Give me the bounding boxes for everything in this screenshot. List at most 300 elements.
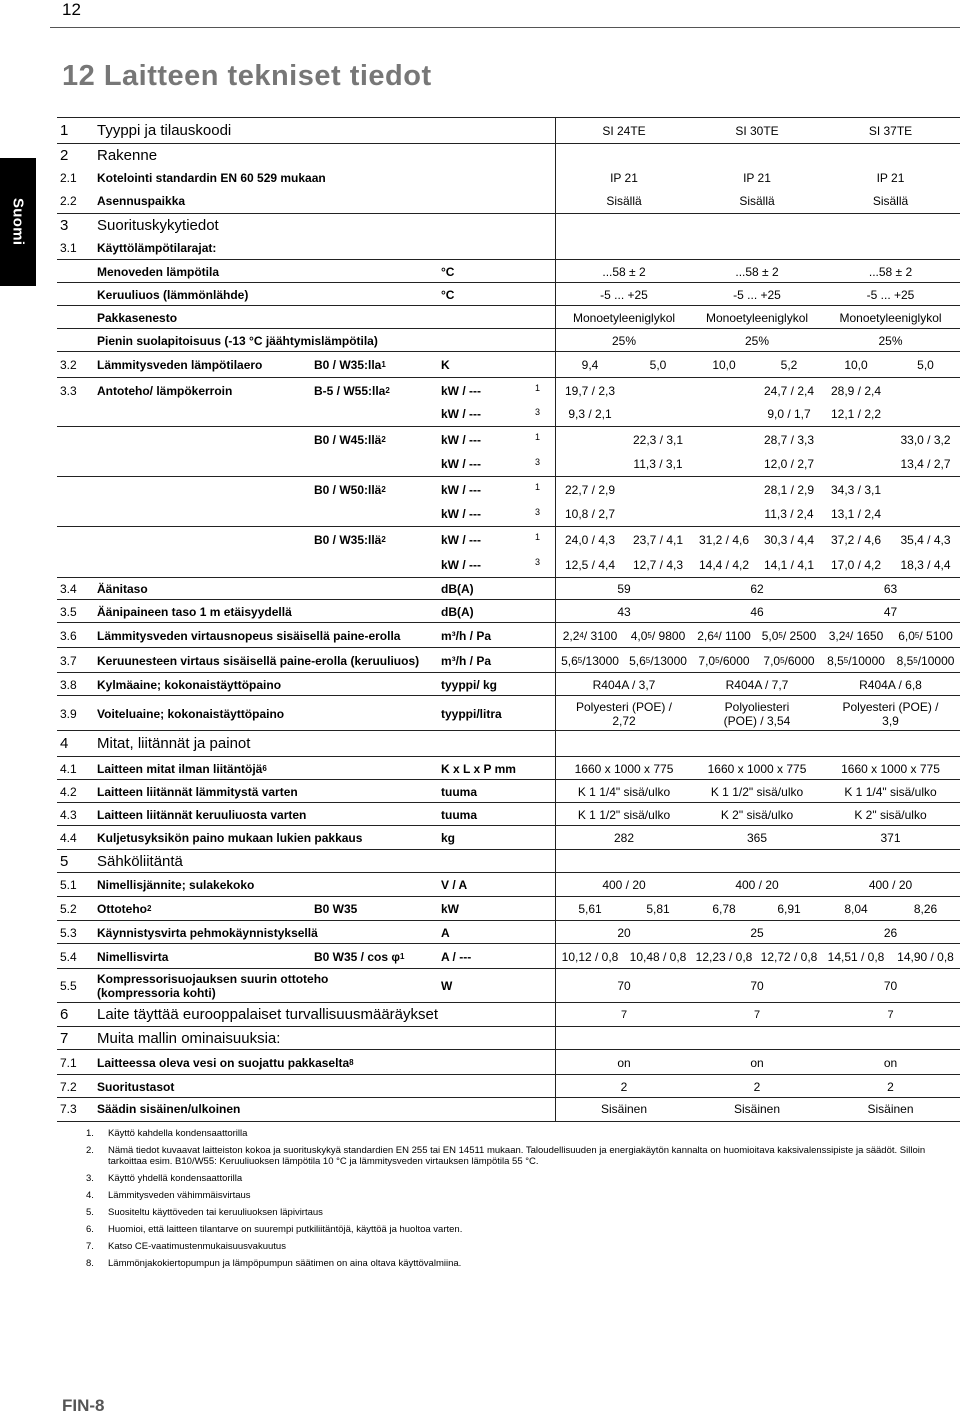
unit-text: dB(A) [441,582,474,596]
footnote-text: Suositeltu käyttöveden tai keruuliuoksen läpivirtaus [108,1207,323,1218]
unit [441,352,450,378]
footnote [86,1224,946,1235]
value-text: K 2" sisä/ulko [854,807,927,822]
value-text: on [617,1055,631,1070]
row-label-text: Sähköliitäntä [97,852,183,870]
value-text: 12,0 / 2,7 [763,457,815,471]
row-number [60,144,68,167]
footnote-text: Käyttö yhdellä kondensaattorilla [108,1173,243,1184]
unit-text: kW / --- [441,457,481,471]
value-text: 70 [750,979,764,993]
spec-row [57,402,960,426]
unit [441,673,497,696]
value-text: -5 ... +25 [600,287,648,302]
value-cell [693,803,821,826]
spec-row [57,968,960,1003]
row-number [60,236,77,259]
operation-mark [535,552,540,580]
value-cell [693,969,821,1003]
row-label [97,1075,174,1098]
row-number-text: 5.1 [60,878,77,892]
unit-text: A [441,925,450,940]
section-row [57,143,960,167]
value-cell [555,502,625,526]
row-number-text: 3.9 [60,706,77,721]
value-cell [757,427,821,453]
row-number [60,803,77,826]
row-number [60,600,77,623]
row-label: Ottoteho 2 [97,902,152,916]
row-label [97,921,318,944]
header-rule [50,27,960,28]
row-number-text: 5.4 [60,949,77,964]
value-cell [693,673,821,696]
page-title: 12 Laitteen tekniset tiedot [62,60,432,92]
value-cell [693,757,821,780]
row-number [60,944,77,969]
value-cell [555,427,625,453]
footnote-number: 4. [86,1190,94,1201]
operation-mark-text: 3 [535,407,541,417]
spec-row [57,305,960,329]
value-text: 22,3 / 3,1 [632,433,684,447]
value-cell [757,552,821,577]
value-cell [691,352,757,378]
condition-text: B0 / W35:lla [314,358,382,372]
value-cell [757,477,821,503]
value-cell [625,427,691,453]
value-cell [821,527,891,553]
row-number [60,119,68,143]
value-cell [555,329,693,352]
unit [441,600,474,623]
value-text: K 1 1/4" sisä/ulko [844,784,937,799]
value-cell [555,166,693,189]
row-number-text: 3.5 [60,604,77,619]
row-number [60,826,77,850]
value-text: 24,0 / 4,3 [564,533,616,547]
footnote-number: 5. [86,1207,94,1218]
unit [441,757,516,780]
value-main: 8,5 [896,653,914,668]
unit-text: A / --- [441,949,472,964]
value-text: 400 / 20 [735,878,779,892]
value-text: Polyesteri (POE) / 3,9 [842,699,939,728]
row-label [97,1027,280,1050]
row-number [60,921,77,944]
value-cell [691,427,757,453]
spec-row [57,695,960,731]
unit-text: °C [441,264,455,279]
value-cell [821,402,891,426]
value-cell: 6,0 5 / 5100 [898,628,953,643]
value-text: ...58 ± 2 [602,264,646,279]
value-cell [693,578,821,600]
row-number [60,696,77,731]
row-label [97,236,216,259]
unit-text: tuuma [441,784,477,799]
row-label [97,329,378,352]
value-cell [691,477,757,503]
value-text: IP 21 [743,170,771,185]
row-label-text: Tyyppi ja tilauskoodi [97,122,232,139]
value-text: 14,1 / 4,1 [763,557,815,572]
value-text: 14,51 / 0,8 [827,949,885,964]
value-text: 17,0 / 4,2 [830,557,882,572]
condition: B0 / W50:llä 2 [314,483,386,497]
unit-text: kg [441,831,456,845]
value-cell [693,1098,821,1119]
value-cell [693,1050,821,1075]
row-number-text: 6 [60,1006,69,1023]
value-cell [555,600,693,623]
row-label [97,696,284,731]
value-cell: 5,0 5 / 2500 [761,628,817,643]
section-row [57,849,960,873]
value-cell [891,427,960,453]
value-cell [757,944,821,969]
footnote-number: 8. [86,1258,94,1269]
value-cell [693,826,821,850]
value-text: 400 / 20 [602,878,646,892]
value-text: 14,90 / 0,8 [897,949,954,964]
row-label-text: Mitat, liitännät ja painot [97,735,251,752]
value-cell [555,944,625,969]
value-cell [891,477,960,503]
row-label [97,826,362,850]
value-cell: 4,0 5 / 9800 [630,628,686,643]
operation-mark-text: 3 [535,457,541,467]
row-label-text: Laitteen mitat ilman liitäntöjä [97,761,263,776]
spec-row [57,872,960,897]
unit [441,696,502,731]
value-text: 2 [620,1079,628,1094]
row-number [60,873,77,897]
row-number [60,1050,77,1075]
unit [441,780,477,803]
value-text: Sisäinen [733,1101,781,1116]
value-text: 30,3 / 4,4 [763,533,815,547]
value-cell [693,600,821,623]
value-text: 35,4 / 4,3 [900,533,951,547]
unit-text: °C [441,287,455,302]
value-cell [821,502,891,526]
row-number-text: 3.7 [60,653,77,668]
spec-table [57,117,960,1122]
value-cell [555,696,693,731]
value-text: 1660 x 1000 x 775 [574,761,674,776]
row-label [97,1098,240,1119]
condition-text: B0 W35 [314,902,358,916]
spec-row [57,236,960,259]
value-text: 400 / 20 [868,878,913,892]
value-text: 1660 x 1000 x 775 [707,761,807,776]
spec-row [57,377,960,403]
value-text: 34,3 / 3,1 [830,483,882,497]
value-cell [691,552,757,577]
value-text: 282 [613,831,635,845]
spec-row [57,452,960,476]
unit [441,623,491,648]
value-text: 10,48 / 0,8 [629,949,687,964]
row-number-text: 3.1 [60,240,77,255]
row-number [60,850,68,873]
condition-text: B0 W35 / cos φ [314,949,400,964]
value-cell [555,780,693,803]
value-text: 13,4 / 2,7 [900,457,951,471]
value-text: 12,1 / 2,2 [830,407,882,421]
value-text: 70 [883,979,898,993]
value-text: Polyesteri (POE) / 2,72 [575,699,673,728]
row-label-text: Menoveden lämpötila [97,264,220,279]
value-cell [891,452,960,476]
value-text: 28,7 / 3,3 [763,433,815,447]
value-text: 6,91 [777,902,801,916]
value-text: 28,9 / 2,4 [830,383,882,398]
value-text: 10,0 [844,358,868,372]
operation-mark-text: 1 [535,482,541,492]
value-main: 5,0 [761,628,779,643]
value-text: -5 ... +25 [733,287,781,302]
value-cell [625,452,691,476]
value-text: 2 [753,1079,761,1094]
row-number-text: 3 [60,216,69,234]
value-cell [691,502,757,526]
value-cell: 2,6 4 / 1100 [697,628,751,643]
value-cell [693,1075,821,1098]
spec-row [57,189,960,213]
value-cell [757,452,821,476]
value-text: 25% [744,333,770,348]
value-text: K 1 1/4" sisä/ulko [577,784,671,799]
condition: B0 W35 / cos φ 1 [314,949,405,964]
row-label [97,214,219,237]
value-text: SI 37TE [868,124,913,138]
value-main: 5,6 [561,653,578,668]
value-cell [555,757,693,780]
row-label [97,969,357,1003]
footnote [86,1258,946,1269]
row-number-text: 3.6 [60,628,77,643]
value-main: 2,2 [562,628,580,643]
footnote [86,1207,946,1218]
value-cell [821,283,960,306]
footnote [86,1128,946,1139]
value-text: 20 [617,925,631,940]
unit-text: K x L x P mm [441,761,516,776]
value-cell [821,452,891,476]
value-text: 5,0 [649,358,667,372]
value-cell [891,352,960,378]
unit [441,283,454,306]
row-label-text: Suoritustasot [97,1079,175,1094]
value-rest: / 3100 [583,628,618,643]
value-cell [555,119,693,143]
value-cell [693,189,821,213]
value-cell [821,969,960,1003]
value-cell [555,552,625,577]
unit [441,427,481,453]
spec-row [57,896,960,921]
value-text: 62 [750,582,764,596]
value-text: Monoetyleeniglykol [839,310,942,325]
row-number [60,1027,68,1050]
row-number-text: 4.3 [60,807,77,822]
row-number-text: 3.2 [60,358,77,372]
value-text: 11,3 / 2,4 [764,507,814,521]
operation-mark-text: 3 [535,557,541,567]
value-text: R404A / 3,7 [592,677,656,692]
value-cell [555,921,693,944]
value-cell [821,673,960,696]
row-label [97,648,419,673]
unit [441,803,477,826]
value-cell [757,897,821,921]
value-cell [821,477,891,503]
value-cell [691,944,757,969]
value-cell [625,527,691,553]
unit-text: kW / --- [441,407,481,421]
row-label [97,283,248,306]
row-label [97,189,185,213]
unit-text: kW [441,902,459,916]
value-cell [821,1050,960,1075]
value-cell [555,673,693,696]
page-number: 12 [62,0,81,19]
unit-text: m³/h / Pa [441,653,492,668]
value-cell: 5,6 5 /13000 [629,653,687,668]
operation-mark-text: 3 [535,507,541,517]
spec-row [57,166,960,189]
value-cell [693,696,821,731]
value-text: 22,7 / 2,9 [564,483,616,497]
language-tab [0,158,36,286]
condition: B0 / W35:lla 1 [314,358,386,372]
value-cell [693,780,821,803]
unit-text: kW / --- [441,533,481,547]
value-text: 19,7 / 2,3 [564,383,616,398]
value-cell: 7,0 5 /6000 [763,653,815,668]
value-cell [821,873,960,897]
row-number-text: 2.2 [60,194,77,208]
value-cell [821,826,960,850]
value-text: 12,7 / 4,3 [632,557,684,572]
row-label-text: Voiteluaine; kokonaistäyttöpaino [97,706,285,721]
value-cell [625,552,691,577]
value-cell [821,352,891,378]
value-text: Sisällä [872,194,909,208]
value-cell [821,552,891,577]
footnote-number: 2. [86,1145,94,1156]
row-label-text: Äänitaso [97,582,148,596]
value-cell [821,329,960,352]
unit [441,527,481,553]
value-cell [625,944,691,969]
spec-row [57,1074,960,1098]
row-label: Laitteessa oleva vesi on suojattu pakkaselta 8 [97,1055,354,1070]
row-number [60,578,77,600]
condition: B-5 / W55:lla 2 [314,383,390,398]
row-number-text: 3.3 [60,383,77,398]
section-row [57,1026,960,1050]
row-number [60,780,77,803]
unit-text: kW / --- [441,557,481,572]
value-text: K 2" sisä/ulko [720,807,794,822]
value-text: Monoetyleeniglykol [705,310,809,325]
value-cell [891,502,960,526]
value-cell [555,1098,693,1119]
row-label [97,306,177,329]
value-cell [757,502,821,526]
value-rest: /13000 [582,653,619,668]
value-text: -5 ... +25 [866,287,915,302]
value-cell [555,1003,693,1027]
section-row [57,1002,960,1027]
spec-row [57,328,960,352]
value-text: 24,7 / 2,4 [763,383,815,398]
value-cell: 2,2 4 / 3100 [562,628,618,643]
row-label-text: Kylmäaine; kokonaistäyttöpaino [97,677,282,692]
value-cell [625,378,691,403]
value-cell [891,897,960,921]
value-cell [555,897,625,921]
value-cell [891,552,960,577]
unit-text: dB(A) [441,604,474,619]
value-cell [691,402,757,426]
value-cell [821,696,960,731]
operation-mark [535,452,540,479]
row-label-text: Lämmitysveden virtausnopeus sisäisellä paine-erolla [97,628,401,643]
value-cell [821,1003,960,1027]
value-text: R404A / 6,8 [859,677,922,692]
value-rest: / 9800 [651,628,686,643]
row-number-text: 4.1 [60,761,77,776]
value-cell [693,119,821,143]
value-text: 1660 x 1000 x 775 [841,761,940,776]
value-main: 4,0 [630,628,648,643]
footnote-text: Lämmönjakokiertopumpun ja lämpöpumpun säätimen on aina oltava käyttövalmiina. [108,1258,462,1269]
unit [441,969,452,1003]
value-text: 31,2 / 4,6 [698,533,750,547]
condition-text: B0 / W45:llä [314,433,382,447]
value-cell: 3,2 4 / 1650 [828,628,884,643]
row-label-text: Käyttölämpötilarajat: [97,240,217,255]
spec-row [57,502,960,526]
value-cell [757,352,821,378]
row-number [60,166,77,189]
value-text: 7 [620,1009,628,1021]
value-text: 7 [753,1009,761,1021]
value-main: 5,6 [629,653,646,668]
row-number-text: 7.3 [60,1101,77,1116]
value-text: ...58 ± 2 [735,264,779,279]
value-cell: 8,5 5 /10000 [896,653,955,668]
value-cell [821,189,960,213]
row-label [97,144,157,167]
row-label-text: Laite täyttää eurooppalaiset turvallisuusmääräykset [97,1006,439,1023]
unit [441,552,481,577]
value-cell [821,1098,960,1119]
row-number-text: 7 [60,1029,69,1047]
unit [441,578,474,600]
value-cell [555,306,693,329]
spec-row [57,476,960,503]
value-text: 9,4 [581,358,599,372]
row-label-text: Laitteessa oleva vesi on suojattu pakkaselta [97,1055,350,1070]
value-cell [555,1050,693,1075]
row-label-text: Antoteho/ lämpökerroin [97,383,233,398]
value-main: 2,6 [697,628,714,643]
